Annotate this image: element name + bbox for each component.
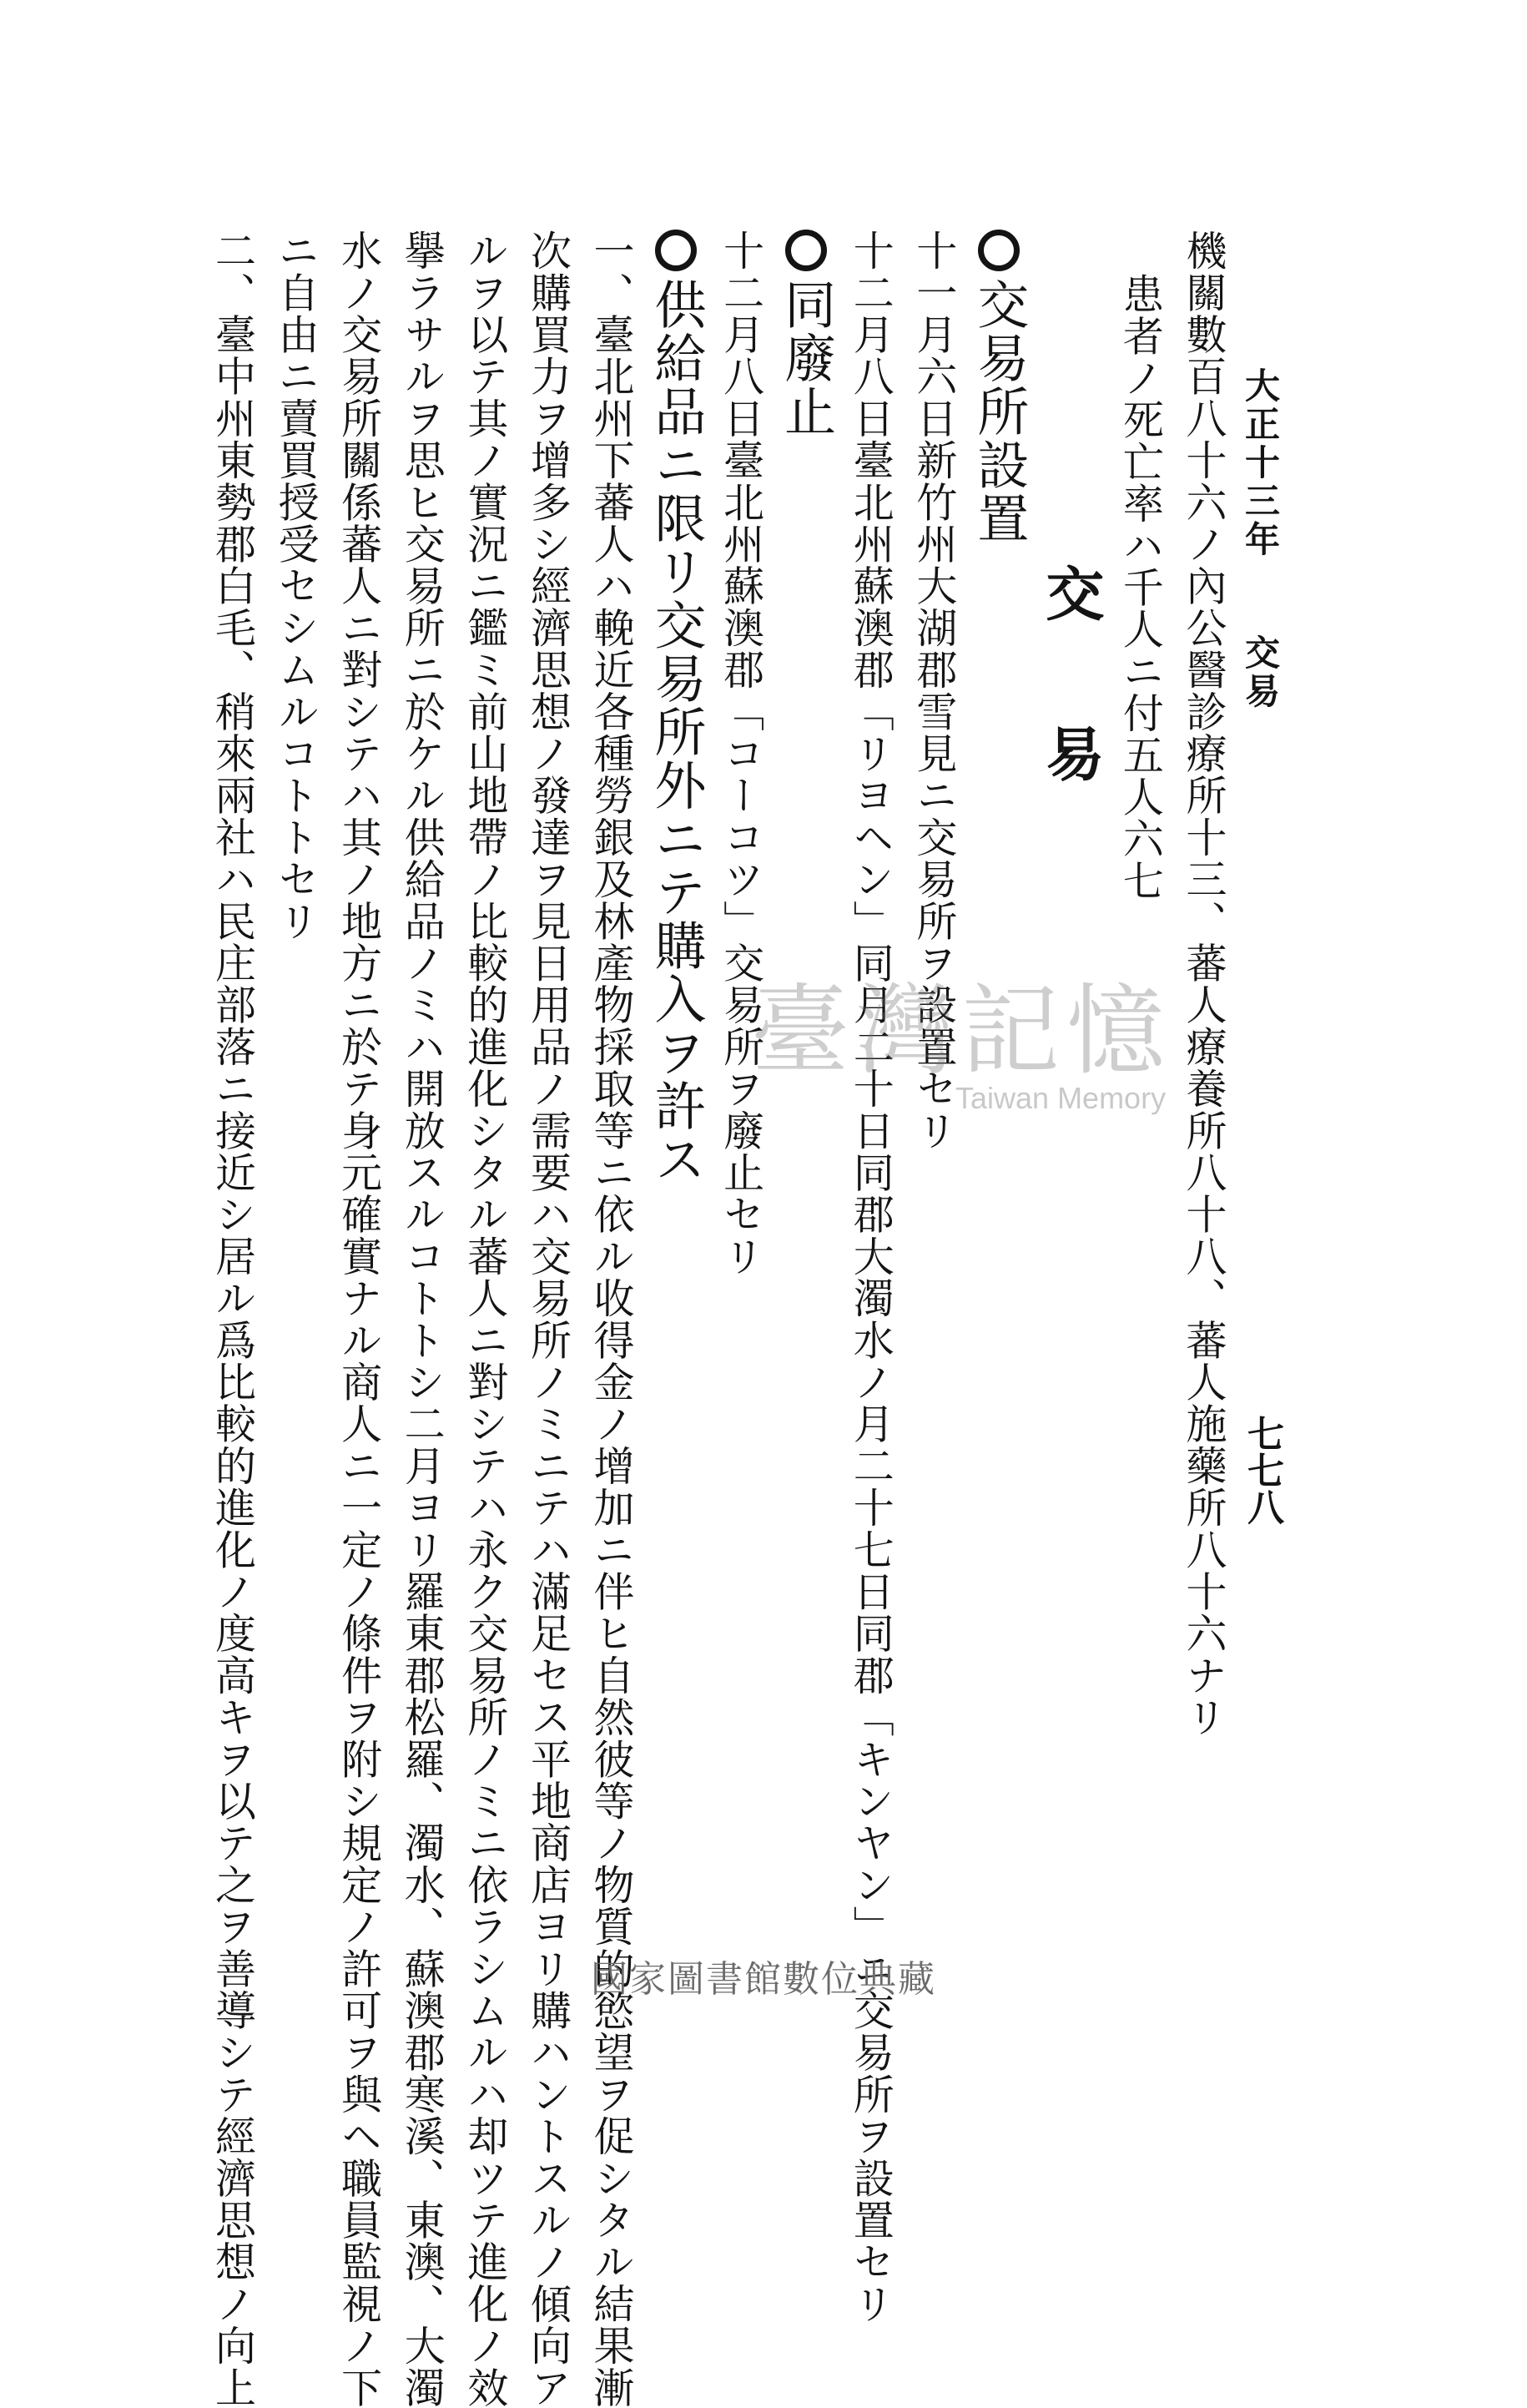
paragraph-line: 水ノ交易所關係蕃人ニ對シテハ其ノ地方ニ於テ身元確實ナル商人ニ一定ノ條件ヲ附シ規定ノ許可ヲ與ヘ職員監視ノ下 bbox=[335, 230, 383, 2408]
entry-line: 十二月八日臺北州蘇澳郡「コーコツ」交易所ヲ廢止セリ bbox=[717, 230, 765, 1277]
section-title-char-2: 易 bbox=[1036, 724, 1106, 784]
running-title-era: 大正十三年 bbox=[1240, 367, 1281, 559]
paragraph-line: ルヲ以テ其ノ實況ニ鑑ミ前山地帶ノ比較的進化シタル蕃人ニ對シテハ永ク交易所ノミニ依ラシムルハ却ツテ進化ノ效 bbox=[461, 230, 509, 2408]
watermark-cjk-text: 臺灣記憶 bbox=[751, 973, 1172, 1088]
entry-line: 十二月八日臺北州蘇澳郡「リヨヘン」同月二十日同郡大濁水ノ月二十七日同郡「キンヤン」ニ交易所ヲ設置セリ bbox=[847, 230, 895, 2325]
entry-line: 十一月六日新竹州大湖郡雪見ニ交易所ヲ設置セリ bbox=[910, 230, 958, 1152]
watermark-en-text: Taiwan Memory bbox=[955, 1081, 1167, 1115]
heading-supply-purchase-permitted bbox=[643, 230, 709, 1891]
body-line: 患者ノ死亡率ハ千人ニ付五人六七 bbox=[1116, 273, 1165, 901]
running-header bbox=[1235, 367, 1285, 711]
paragraph-line: 一、臺北州下蕃人ハ輓近各種勞銀及林產物採取等ニ依ル收得金ノ增加ニ伴ヒ自然彼等ノ物質的慾望ヲ促シタル結果漸 bbox=[587, 230, 636, 2408]
section-title-char-1: 交 bbox=[1036, 563, 1106, 623]
circle-marker-icon bbox=[978, 230, 1020, 271]
running-title-topic: 交易 bbox=[1240, 634, 1281, 711]
paragraph-line: ニ自由ニ賣買授受セシムルコトトセリ bbox=[272, 230, 320, 942]
circle-marker-icon bbox=[785, 230, 827, 271]
paragraph-line: 二、臺中州東勢郡白毛、稍來兩社ハ民庄部落ニ接近シ居ル爲比較的進化ノ度高キヲ以テ之ヲ善導シテ經濟思想ノ向上 bbox=[209, 230, 257, 2408]
body-line: 機關數百八十六ノ內公醫診療所十三、蕃人療養所八十八、蕃人施藥所八十六ナリ bbox=[1180, 230, 1227, 1739]
page-number: 七七八 bbox=[1241, 1415, 1283, 1525]
heading-text: 供給品ニ限リ交易所外ニテ購入ヲ許ス bbox=[646, 278, 708, 1186]
heading-text: 同廢止 bbox=[775, 278, 837, 438]
heading-text: 交易所設置 bbox=[968, 278, 1030, 545]
paragraph-line: 次購買力ヲ增多シ經濟思想ノ發達ヲ見日用品ノ需要ハ交易所ノミニテハ滿足セス平地商店ヨリ購ハントスルノ傾向ア bbox=[524, 230, 572, 2408]
library-credit: 國家圖書館數位典藏 bbox=[591, 1958, 936, 2001]
watermark bbox=[751, 952, 1185, 1127]
paragraph-line: 擧ラサルヲ思ヒ交易所ニ於ケル供給品ノミハ開放スルコトトシ二月ヨリ羅東郡松羅、濁水、蘇澳郡寒溪、東澳、大濁 bbox=[398, 230, 446, 2408]
circle-marker-icon bbox=[655, 230, 697, 271]
